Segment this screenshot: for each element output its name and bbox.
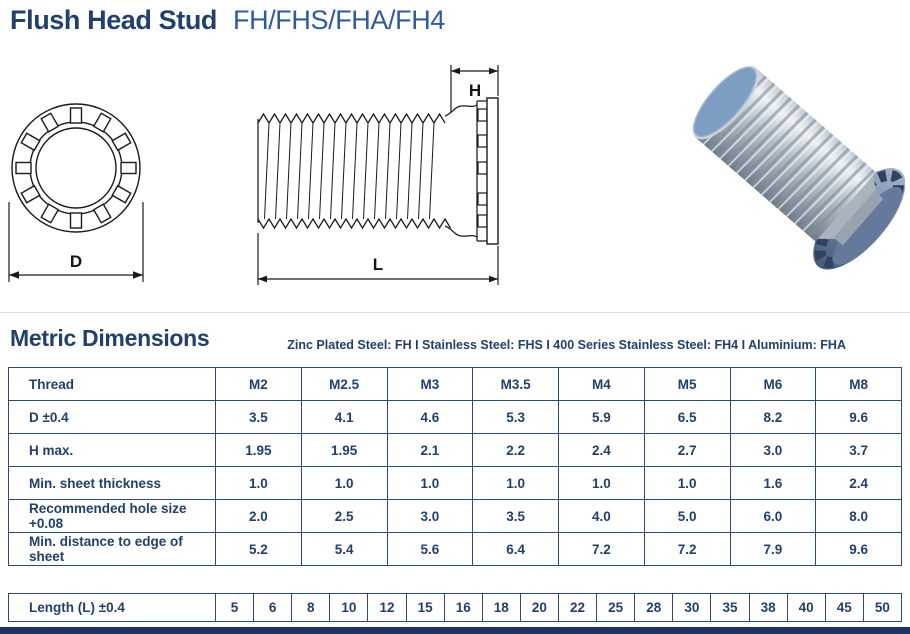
- row-label: Thread: [9, 368, 216, 401]
- cell: 3.0: [387, 500, 473, 533]
- column-header: M4: [559, 368, 645, 401]
- cell: 5.6: [387, 533, 473, 566]
- arrow-right: [489, 68, 498, 75]
- table-row: [9, 594, 902, 622]
- length-table: [8, 593, 902, 622]
- cell: 1.0: [387, 467, 473, 500]
- column-header: M6: [730, 368, 816, 401]
- arrow-right: [489, 276, 498, 283]
- column-header: M2.5: [301, 368, 387, 401]
- cell: 1.95: [216, 434, 302, 467]
- cell: 28: [635, 594, 673, 622]
- metric-dimensions-table: [8, 367, 902, 566]
- product-photo: [655, 40, 905, 295]
- cell: 4.1: [301, 401, 387, 434]
- column-header: M2: [216, 368, 302, 401]
- column-header: M3.5: [473, 368, 559, 401]
- cell: 2.1: [387, 434, 473, 467]
- cell: 8.2: [730, 401, 816, 434]
- cell: 6: [254, 594, 292, 622]
- cell: 10: [330, 594, 368, 622]
- table-row: [9, 500, 902, 533]
- row-label: H max.: [9, 434, 216, 467]
- row-label: Recommended hole size +0.08: [9, 500, 216, 533]
- cell: 5.4: [301, 533, 387, 566]
- cell: 2.5: [301, 500, 387, 533]
- cell: 22: [558, 594, 596, 622]
- table-row: [9, 467, 902, 500]
- l-label: L: [372, 255, 384, 274]
- cell: 9.6: [816, 401, 902, 434]
- cell: 20: [520, 594, 558, 622]
- h-label: H: [468, 81, 482, 100]
- cell: 5.9: [559, 401, 645, 434]
- cell: 2.0: [216, 500, 302, 533]
- cell: 5.3: [473, 401, 559, 434]
- cell: 18: [482, 594, 520, 622]
- cell: 1.0: [559, 467, 645, 500]
- table-row: [9, 434, 902, 467]
- cell: 15: [406, 594, 444, 622]
- cell: 8: [292, 594, 330, 622]
- side-view-drawing: [240, 55, 520, 295]
- cell: 16: [444, 594, 482, 622]
- table-row: [9, 533, 902, 566]
- cell: 35: [711, 594, 749, 622]
- cell: 40: [787, 594, 825, 622]
- collar-teeth: [478, 109, 487, 227]
- cell: 1.6: [730, 467, 816, 500]
- page-header: [10, 5, 445, 36]
- cell: 6.0: [730, 500, 816, 533]
- cell: 12: [368, 594, 406, 622]
- cell: 45: [825, 594, 863, 622]
- cell: 8.0: [816, 500, 902, 533]
- arrow-left: [258, 276, 267, 283]
- head-plate: [487, 98, 498, 244]
- cell: 1.0: [473, 467, 559, 500]
- cell: 1.0: [301, 467, 387, 500]
- cell: 2.7: [644, 434, 730, 467]
- cell: 1.0: [216, 467, 302, 500]
- cell: 6.4: [473, 533, 559, 566]
- row-label: Length (L) ±0.4: [9, 594, 216, 622]
- cell: 4.0: [559, 500, 645, 533]
- cell: 50: [863, 594, 901, 622]
- front-view-drawing: [5, 70, 155, 305]
- cell: 9.6: [816, 533, 902, 566]
- cell: 7.2: [644, 533, 730, 566]
- arrow-left: [451, 68, 460, 75]
- row-label: Min. sheet thickness: [9, 467, 216, 500]
- cell: 7.9: [730, 533, 816, 566]
- row-label: Min. distance to edge of sheet: [9, 533, 216, 566]
- arrow-right: [133, 271, 143, 278]
- table-row-header: [9, 368, 902, 401]
- section-heading: Metric Dimensions: [10, 325, 210, 351]
- cell: 1.0: [644, 467, 730, 500]
- knurl-teeth: [16, 108, 136, 228]
- cell: 4.6: [387, 401, 473, 434]
- cell: 2.4: [816, 467, 902, 500]
- cell: 5.2: [216, 533, 302, 566]
- section-divider: [0, 312, 910, 313]
- cell: 5: [216, 594, 254, 622]
- cell: 6.5: [644, 401, 730, 434]
- table-row: [9, 401, 902, 434]
- page-title: Flush Head Stud: [10, 5, 218, 35]
- cell: 7.2: [559, 533, 645, 566]
- cell: 3.0: [730, 434, 816, 467]
- cell: 3.5: [473, 500, 559, 533]
- cell: 30: [673, 594, 711, 622]
- cell: 5.0: [644, 500, 730, 533]
- column-header: M8: [816, 368, 902, 401]
- cell: 3.5: [216, 401, 302, 434]
- part-codes: FH/FHS/FHA/FH4: [233, 5, 445, 35]
- arrow-left: [9, 271, 19, 278]
- cell: 1.95: [301, 434, 387, 467]
- cell: 25: [597, 594, 635, 622]
- cell: 38: [749, 594, 787, 622]
- d-label: D: [69, 252, 83, 271]
- row-label: D ±0.4: [9, 401, 216, 434]
- cell: 2.4: [559, 434, 645, 467]
- cell: 2.2: [473, 434, 559, 467]
- column-header: M3: [387, 368, 473, 401]
- materials-note: Zinc Plated Steel: FH I Stainless Steel: FHS I 400 Series Stainless Steel: FH4 I Aluminium: FHA: [287, 338, 846, 352]
- column-header: M5: [644, 368, 730, 401]
- footer-bar: [0, 627, 910, 634]
- cell: 3.7: [816, 434, 902, 467]
